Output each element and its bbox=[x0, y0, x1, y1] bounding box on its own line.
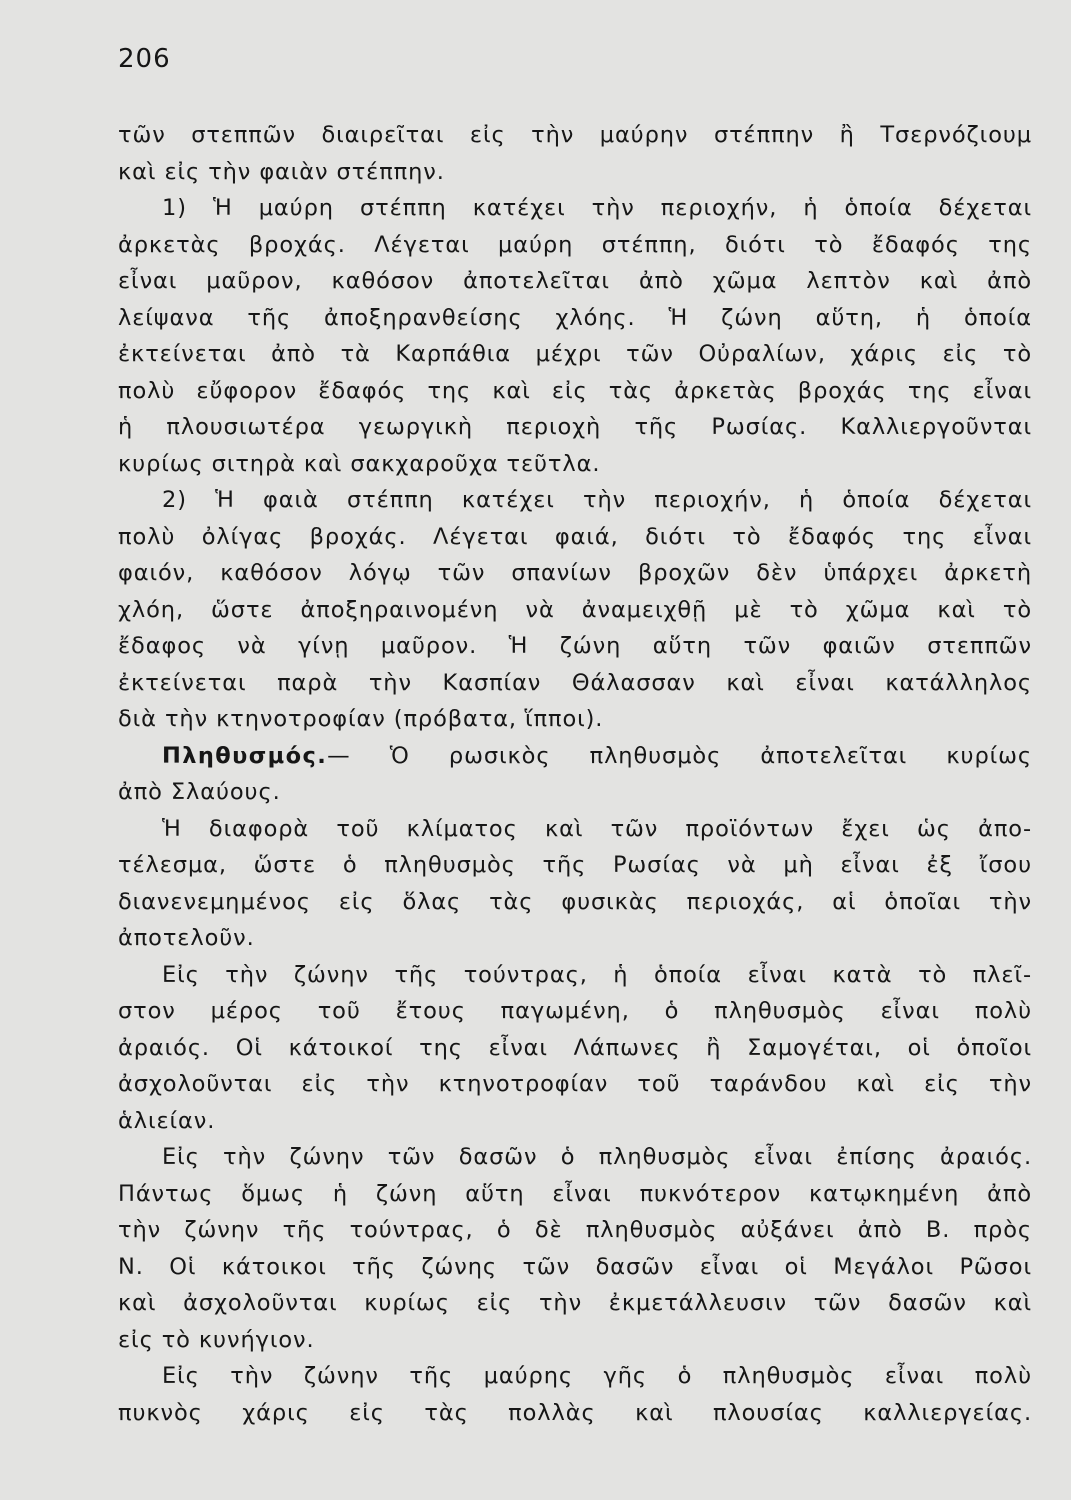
text-line: ἀραιός. Οἱ κάτοικοί της εἶναι Λάπωνες ἢ Σαμογέται, οἱ ὁποῖοι bbox=[118, 1034, 1032, 1061]
text-line: φαιόν, καθόσον λόγῳ τῶν σπανίων βροχῶν δὲν ὑπάρχει ἀρκετὴ bbox=[118, 560, 1032, 586]
text-line: στον μέρος τοῦ ἔτους παγωμένη, ὁ πληθυσμὸς εἶναι πολὺ bbox=[118, 998, 1032, 1024]
text-line: τῶν στεππῶν διαιρεῖται εἰς τὴν μαύρην στέππην ἢ Τσερνόζιουμ bbox=[118, 122, 1032, 148]
text-line: ἐκτείνεται παρὰ τὴν Κασπίαν Θάλασσαν καὶ εἶναι κατάλληλος bbox=[118, 669, 1032, 696]
text-span: — Ὁ ρωσικὸς πληθυσμὸς ἀποτελεῖται κυρίως bbox=[327, 742, 1032, 769]
text-line: πυκνὸς χάρις εἰς τὰς πολλὰς καὶ πλουσίας καλλιεργείας. bbox=[118, 1399, 1032, 1426]
text-line: χλόη, ὥστε ἀποξηραινομένη νὰ ἀναμειχθῇ μὲ τὸ χῶμα καὶ τὸ bbox=[118, 596, 1032, 623]
text-line: ἀπὸ Σλαύους. bbox=[118, 779, 281, 805]
text-line: Ν. Οἱ κάτοικοι τῆς ζώνης τῶν δασῶν εἶναι οἱ Μεγάλοι Ρῶσοι bbox=[118, 1253, 1032, 1280]
text-line: εἶναι μαῦρον, καθόσον ἀποτελεῖται ἀπὸ χῶμα λεπτὸν καὶ ἀπὸ bbox=[118, 268, 1032, 294]
text-line: ἀσχολοῦνται εἰς τὴν κτηνοτροφίαν τοῦ ταράνδου καὶ εἰς τὴν bbox=[118, 1071, 1032, 1097]
section-heading-line bbox=[118, 738, 1032, 775]
text-line: διανενεμημένος εἰς ὅλας τὰς φυσικὰς περιοχάς, αἱ ὁποῖαι τὴν bbox=[118, 888, 1032, 915]
text-line: ἀποτελοῦν. bbox=[118, 925, 255, 951]
text-line: ἀρκετὰς βροχάς. Λέγεται μαύρη στέππη, διότι τὸ ἔδαφός της bbox=[118, 231, 1032, 258]
text-line: τέλεσμα, ὥστε ὁ πληθυσμὸς τῆς Ρωσίας νὰ μὴ εἶναι ἐξ ἴσου bbox=[118, 852, 1032, 878]
text-line: ἁλιείαν. bbox=[118, 1107, 216, 1134]
section-heading: Πληθυσμός. bbox=[162, 742, 328, 769]
paragraph-start-line: Εἰς τὴν ζώνην τῆς τούντρας, ἡ ὁποία εἶναι κατὰ τὸ πλεῖ- bbox=[162, 961, 1032, 988]
text-line: πολὺ εὔφορον ἔδαφός της καὶ εἰς τὰς ἀρκετὰς βροχάς της εἶναι bbox=[118, 377, 1032, 404]
page-number: 206 bbox=[118, 44, 171, 74]
text-line: πολὺ ὀλίγας βροχάς. Λέγεται φαιά, διότι τὸ ἔδαφός της εἶναι bbox=[118, 523, 1032, 550]
paragraph-start-line: Εἰς τὴν ζώνην τῶν δασῶν ὁ πληθυσμὸς εἶναι ἐπίσης ἀραιός. bbox=[162, 1144, 1032, 1170]
text-line: τὴν ζώνην τῆς τούντρας, ὁ δὲ πληθυσμὸς αὐξάνει ἀπὸ Β. πρὸς bbox=[118, 1217, 1032, 1243]
paragraph-start-line: 2) Ἡ φαιὰ στέππη κατέχει τὴν περιοχήν, ἡ ὁποία δέχεται bbox=[162, 487, 1032, 513]
paragraph-start-line: Ἡ διαφορὰ τοῦ κλίματος καὶ τῶν προϊόντων ἔχει ὡς ἀπο- bbox=[162, 815, 1032, 842]
text-line: ἡ πλουσιωτέρα γεωργικὴ περιοχὴ τῆς Ρωσίας. Καλλιεργοῦνται bbox=[118, 414, 1032, 440]
text-line: ἔδαφος νὰ γίνῃ μαῦρον. Ἡ ζώνη αὕτη τῶν φαιῶν στεππῶν bbox=[118, 633, 1032, 659]
paragraph-start-line: 1) Ἡ μαύρη στέππη κατέχει τὴν περιοχήν, ἡ ὁποία δέχεται bbox=[162, 195, 1032, 221]
text-line: καὶ ἀσχολοῦνται κυρίως εἰς τὴν ἐκμετάλλευσιν τῶν δασῶν καὶ bbox=[118, 1290, 1032, 1316]
paragraph-start-line: Εἰς τὴν ζώνην τῆς μαύρης γῆς ὁ πληθυσμὸς εἶναι πολὺ bbox=[162, 1363, 1032, 1389]
text-line: ἐκτείνεται ἀπὸ τὰ Καρπάθια μέχρι τῶν Οὐραλίων, χάρις εἰς τὸ bbox=[118, 341, 1032, 367]
text-line: Πάντως ὅμως ἡ ζώνη αὕτη εἶναι πυκνότερον κατῳκημένη ἀπὸ bbox=[118, 1180, 1032, 1207]
body-text bbox=[118, 117, 1032, 1431]
text-line: λείψανα τῆς ἀποξηρανθείσης χλόης. Ἡ ζώνη αὕτη, ἡ ὁποία bbox=[118, 304, 1032, 331]
text-line: κυρίως σιτηρὰ καὶ σακχαροῦχα τεῦτλα. bbox=[118, 450, 601, 477]
text-line: εἰς τὸ κυνήγιον. bbox=[118, 1326, 315, 1353]
text-line: καὶ εἰς τὴν φαιὰν στέππην. bbox=[118, 158, 445, 185]
text-line: διὰ τὴν κτηνοτροφίαν (πρόβατα, ἵπποι). bbox=[118, 706, 604, 732]
